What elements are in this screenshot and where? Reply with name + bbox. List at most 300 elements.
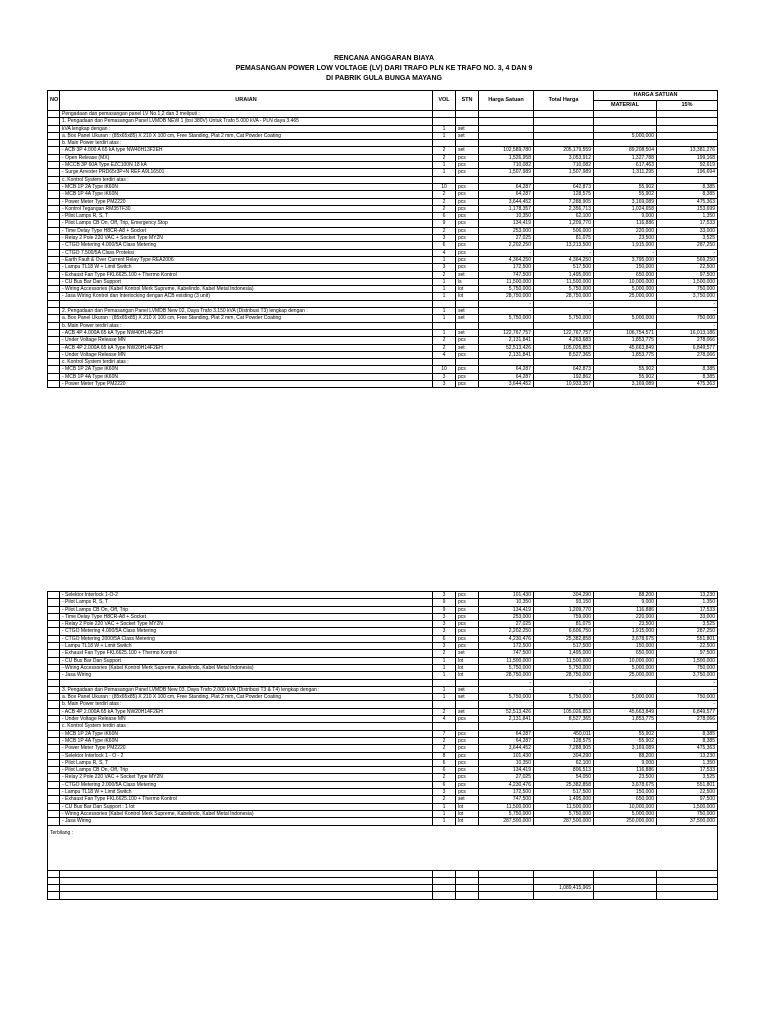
cell-no: [48, 315, 60, 322]
cell-pct: 278,066: [657, 351, 718, 358]
cell-material: 116,886: [594, 606, 657, 613]
terbilang-row: [48, 825, 718, 870]
cell-pct: 287,250: [657, 628, 718, 635]
cell-harga-satuan: -: [479, 679, 534, 686]
cell-pct: 22,500: [657, 789, 718, 796]
cell-harga-satuan: 11,500,000: [479, 278, 534, 285]
cell-harga-satuan: 134,419: [479, 767, 534, 774]
cell-total-harga: 710,082: [534, 162, 594, 169]
cell-stn: pcs: [456, 373, 479, 380]
cell-total-harga: [534, 118, 594, 125]
cell-harga-satuan: 172,500: [479, 643, 534, 650]
cell-vol: 9: [433, 606, 456, 613]
cell-stn: lot: [456, 803, 479, 810]
cell-no: [48, 213, 60, 220]
cell-uraian: - ACB 4P 2.000A 65 kA Type NW20H14F2EH: [60, 708, 433, 715]
cell-no: [48, 686, 60, 693]
table-row: [48, 818, 718, 825]
cell-no: [48, 337, 60, 344]
cell-pct: -: [657, 701, 718, 708]
cell-total-harga: 1,495,000: [534, 796, 594, 803]
cell-uraian: - Jasa Wiring: [60, 672, 433, 679]
cell-pct: [657, 132, 718, 139]
cell-no: [48, 227, 60, 234]
cell-vol: 10: [433, 366, 456, 373]
cell-pct: -: [657, 249, 718, 256]
cell-material: [594, 118, 657, 125]
cell-total-harga: 2,356,713: [534, 205, 594, 212]
cell-vol: 2: [433, 154, 456, 161]
cell-uraian: - Exhaust Fan Type FKL6625.100 + Thermo Kontrol: [60, 271, 433, 278]
cell-vol: 8: [433, 752, 456, 759]
cell-pct: 13,230: [657, 752, 718, 759]
cell-no: [48, 176, 60, 183]
cell-pct: 97,500: [657, 796, 718, 803]
cell-no: [48, 628, 60, 635]
cell-vol: 3: [433, 592, 456, 599]
cell-stn: set: [456, 147, 479, 154]
cell-vol: 2: [433, 227, 456, 234]
cell-vol: 6: [433, 242, 456, 249]
cell-uraian: - Exhaust Fan Type FKL6625.100 + Thermo Kontrol: [60, 796, 433, 803]
cell-uraian: - Lampu TL18 W + Limit Switch: [60, 264, 433, 271]
cell-total-harga: 304,290: [534, 592, 594, 599]
table-row: [48, 599, 718, 606]
cell-vol: 1: [433, 818, 456, 825]
table-row: [48, 235, 718, 242]
table-row: [48, 191, 718, 198]
cell-stn: lot: [456, 657, 479, 664]
cell-stn: pcs: [456, 628, 479, 635]
cell-material: 650,000: [594, 650, 657, 657]
cell-harga-satuan: 5,750,000: [479, 315, 534, 322]
cell-no: [48, 300, 60, 307]
cell-pct: 569,250: [657, 256, 718, 263]
cell-uraian: - MCB 1P 4A Type iK60N: [60, 191, 433, 198]
table-row: [48, 351, 718, 358]
cell-stn: pcs: [456, 592, 479, 599]
cell-material: [594, 111, 657, 118]
title-line-2: PEMASANGAN POWER LOW VOLTAGE (LV) DARI TRAFO PLN KE TRAFO NO. 3, 4 DAN 9: [235, 65, 533, 72]
cell-pct: [657, 111, 718, 118]
cell-uraian: - MCB 1P 2A Type iK60N: [60, 730, 433, 737]
cell-pct: 13,230: [657, 592, 718, 599]
cell-vol: 1: [433, 286, 456, 293]
cell-material: 10,000,000: [594, 278, 657, 285]
cell-stn: set: [456, 271, 479, 278]
cell-stn: set: [456, 344, 479, 351]
cell-harga-satuan: 747,500: [479, 796, 534, 803]
cell-pct: 8,385: [657, 730, 718, 737]
cell-uraian: - Time Delay Type H8CR-A8 + Socket: [60, 227, 433, 234]
cell-stn: pcs: [456, 191, 479, 198]
cell-harga-satuan: [479, 176, 534, 183]
cell-material: 45,663,849: [594, 344, 657, 351]
cell-no: [48, 745, 60, 752]
cell-stn: set: [456, 686, 479, 693]
cell-total-harga: 205,179,559: [534, 147, 594, 154]
cell-uraian: Pengadaan dan pemasangan panel LV No.1,2 dan 3 meliputi :: [60, 111, 433, 118]
table-row: [48, 767, 718, 774]
cell-harga-satuan: 27,025: [479, 774, 534, 781]
cell-harga-satuan: 64,287: [479, 737, 534, 744]
cell-pct: 287,250: [657, 242, 718, 249]
cell-no: [48, 380, 60, 387]
cell-no: [48, 329, 60, 336]
blank-row: [48, 892, 718, 899]
cell-uraian: - CU Bus Bar Dan Support: [60, 657, 433, 664]
table-row: [48, 359, 718, 366]
cell-no: [48, 599, 60, 606]
table-row: [48, 657, 718, 664]
cell-total-harga: 506,000: [534, 227, 594, 234]
cell-stn: pcs: [456, 635, 479, 642]
cell-total-harga: 4,364,250: [534, 256, 594, 263]
cell-stn: pcs: [456, 337, 479, 344]
cell-uraian: 1. Pengadaan dan Pemasangan Panel LVMDB NEW 1 (bsi 380V) Untuk Trafo 5.000 kVA - PLN daya 3.465: [60, 118, 433, 125]
cell-material: [594, 125, 657, 132]
cell-uraian: - Pilot Lamps R, S, T: [60, 599, 433, 606]
cell-pct: 13,381,276: [657, 147, 718, 154]
table-row: [48, 220, 718, 227]
cell-harga-satuan: 172,500: [479, 264, 534, 271]
cell-harga-satuan: 122,767,757: [479, 329, 534, 336]
cell-no: [48, 759, 60, 766]
cell-uraian: - Kontrol Tegangan RM35TF30: [60, 205, 433, 212]
cell-uraian: - Pilot Lamps CB On, Off, Trip, Emergency Stop: [60, 220, 433, 227]
cell-pct: 1,350: [657, 759, 718, 766]
cell-vol: 1: [433, 694, 456, 701]
cell-harga-satuan: 4,364,250: [479, 256, 534, 263]
cell-stn: [456, 118, 479, 125]
table-row: [48, 286, 718, 293]
table-row: [48, 344, 718, 351]
cell-material: 89,208,504: [594, 147, 657, 154]
cell-stn: lot: [456, 672, 479, 679]
cell-uraian: - CTGO 7.500/5A Class Proteksi: [60, 249, 433, 256]
cell-uraian: - CTGO Metering 4.000/5A Class Metering: [60, 242, 433, 249]
cell-harga-satuan: [479, 140, 534, 147]
cell-material: 3,169,089: [594, 745, 657, 752]
cell-vol: 1: [433, 329, 456, 336]
cell-uraian: - CTGO Metering 2000/5A Class Metering: [60, 635, 433, 642]
cell-no: [48, 781, 60, 788]
table-row: [48, 774, 718, 781]
cell-stn: pcs: [456, 162, 479, 169]
cell-total-harga: 4,263,683: [534, 337, 594, 344]
cell-vol: 6: [433, 635, 456, 642]
cell-material: [594, 322, 657, 329]
table-row: [48, 701, 718, 708]
cell-total-harga: 5,750,000: [534, 286, 594, 293]
cell-harga-satuan: 253,000: [479, 227, 534, 234]
cell-total-harga: 1,209,770: [534, 220, 594, 227]
budget-table-page-2: [47, 591, 718, 900]
cell-vol: 2: [433, 205, 456, 212]
cell-harga-satuan: 172,500: [479, 789, 534, 796]
cell-material: 1,853,775: [594, 716, 657, 723]
cell-pct: [657, 140, 718, 147]
cell-pct: -: [657, 300, 718, 307]
cell-harga-satuan: 10,350: [479, 213, 534, 220]
cell-uraian: - Jasa Wiring Kontrol dan Interlocking dengan ACB existing (3 unit): [60, 293, 433, 300]
header-harga-satuan-group: HARGA SATUAN: [594, 91, 718, 101]
table-row: [48, 803, 718, 810]
cell-uraian: c. Kontrol System terdiri atas :: [60, 359, 433, 366]
cell-vol: [433, 176, 456, 183]
cell-uraian: - ACB 4P 2.000A 65 kA Type NW20H14F2EH: [60, 344, 433, 351]
cell-uraian: - CU Bus Bar Dan Support : 1 lot: [60, 803, 433, 810]
cell-uraian: c. Kontrol System terdiri atas :: [60, 176, 433, 183]
table-row: [48, 205, 718, 212]
table-row: [48, 249, 718, 256]
cell-uraian: - Open Release (MX): [60, 154, 433, 161]
cell-no: [48, 154, 60, 161]
cell-material: 23,500: [594, 621, 657, 628]
table-row: [48, 650, 718, 657]
cell-no: [48, 191, 60, 198]
cell-harga-satuan: 4,230,476: [479, 781, 534, 788]
cell-pct: 278,066: [657, 716, 718, 723]
cell-no: [48, 147, 60, 154]
cell-vol: 2: [433, 650, 456, 657]
cell-uraian: - Surge Arrester PRD65r3P+N REF A9L16501: [60, 169, 433, 176]
cell-uraian: - Lampu TL18 W + Limit Switch: [60, 789, 433, 796]
cell-total-harga: 10,933,357: [534, 380, 594, 387]
cell-vol: 3: [433, 264, 456, 271]
table-row: [48, 337, 718, 344]
cell-vol: 6: [433, 759, 456, 766]
document-title-block: [0, 54, 768, 84]
cell-total-harga: -: [534, 679, 594, 686]
cell-vol: 6: [433, 781, 456, 788]
table-row: [48, 708, 718, 715]
cell-uraian: [60, 300, 433, 307]
cell-material: 5,000,000: [594, 810, 657, 817]
cell-material: 220,000: [594, 613, 657, 620]
cell-stn: pcs: [456, 227, 479, 234]
cell-stn: pcs: [456, 730, 479, 737]
cell-vol: 1: [433, 256, 456, 263]
cell-total-harga: 25,382,858: [534, 635, 594, 642]
table-row: [48, 716, 718, 723]
cell-harga-satuan: 287,500,000: [479, 818, 534, 825]
table-row: [48, 118, 718, 125]
cell-no: [48, 621, 60, 628]
cell-harga-satuan: 64,287: [479, 366, 534, 373]
cell-total-harga: 28,750,000: [534, 293, 594, 300]
cell-material: [594, 140, 657, 147]
table-row: [48, 315, 718, 322]
cell-total-harga: 1,507,989: [534, 169, 594, 176]
cell-vol: 2: [433, 198, 456, 205]
cell-stn: [456, 322, 479, 329]
cell-uraian: b. Main Power terdiri atas :: [60, 140, 433, 147]
cell-no: [48, 308, 60, 315]
cell-no: [48, 162, 60, 169]
cell-total-harga: 5,750,000: [534, 810, 594, 817]
cell-stn: lot: [456, 286, 479, 293]
table-row: [48, 723, 718, 730]
cell-uraian: - Power Meter Type PM2220: [60, 380, 433, 387]
cell-stn: pcs: [456, 599, 479, 606]
cell-vol: [433, 111, 456, 118]
cell-total-harga: 192,862: [534, 373, 594, 380]
cell-vol: 10: [433, 183, 456, 190]
table-row: [48, 796, 718, 803]
cell-no: [48, 716, 60, 723]
cell-vol: 6: [433, 213, 456, 220]
cell-pct: 3,525: [657, 774, 718, 781]
table-row: [48, 278, 718, 285]
table-row: [48, 213, 718, 220]
cell-material: 55,902: [594, 737, 657, 744]
cell-stn: [456, 679, 479, 686]
table-row: [48, 293, 718, 300]
cell-harga-satuan: 3,644,452: [479, 198, 534, 205]
cell-pct: 3,750,000: [657, 672, 718, 679]
cell-total-harga: [534, 111, 594, 118]
cell-pct: 199,168: [657, 154, 718, 161]
cell-total-harga: [534, 125, 594, 132]
table-row: [48, 621, 718, 628]
table-row: [48, 162, 718, 169]
cell-harga-satuan: [479, 111, 534, 118]
cell-no: [48, 723, 60, 730]
cell-material: 55,902: [594, 191, 657, 198]
cell-total-harga: 3,053,912: [534, 154, 594, 161]
cell-harga-satuan: 1,507,989: [479, 169, 534, 176]
cell-uraian: - Earth Fault & Over Current Relay Type REA2006: [60, 256, 433, 263]
cell-vol: 2: [433, 271, 456, 278]
cell-total-harga: 93,150: [534, 599, 594, 606]
table-row: [48, 111, 718, 118]
cell-vol: 3: [433, 628, 456, 635]
cell-vol: 1: [433, 278, 456, 285]
cell-harga-satuan: [479, 132, 534, 139]
cell-vol: 3: [433, 235, 456, 242]
cell-pct: 17,533: [657, 767, 718, 774]
table-row: [48, 256, 718, 263]
cell-uraian: a. Box Panel Ukuran : (85x65x85) X 210 X 100 cm, Free Standing, Plat 2 mm, Cat Powder Coating: [60, 694, 433, 701]
cell-uraian: 3. Pengadaan dan Pemasangan Panel LVMDB New 03, Daya Trafo 2.000 kVA (Distribusi T3 & T4) lengkap dengan :: [60, 686, 433, 693]
cell-pct: 8,385: [657, 737, 718, 744]
cell-uraian: - Power Meter Type PM2220: [60, 745, 433, 752]
cell-stn: set: [456, 125, 479, 132]
cell-material: [594, 686, 657, 693]
cell-total-harga: 62,100: [534, 213, 594, 220]
cell-total-harga: [534, 359, 594, 366]
cell-stn: pcs: [456, 613, 479, 620]
cell-no: [48, 264, 60, 271]
cell-material: [594, 176, 657, 183]
cell-material: 1,915,000: [594, 242, 657, 249]
cell-harga-satuan: 747,500: [479, 271, 534, 278]
cell-pct: 750,000: [657, 694, 718, 701]
cell-stn: lot: [456, 810, 479, 817]
cell-material: 150,000: [594, 643, 657, 650]
cell-vol: 4: [433, 716, 456, 723]
cell-harga-satuan: 64,287: [479, 373, 534, 380]
cell-vol: 4: [433, 249, 456, 256]
cell-stn: pcs: [456, 154, 479, 161]
cell-uraian: b. Main Power terdiri atas :: [60, 701, 433, 708]
table-row: [48, 154, 718, 161]
terbilang-label: Terbilang :: [48, 825, 718, 870]
cell-stn: pcs: [456, 256, 479, 263]
cell-harga-satuan: 2,131,841: [479, 716, 534, 723]
cell-material: 25,000,000: [594, 672, 657, 679]
cell-material: 45,663,849: [594, 708, 657, 715]
cell-uraian: - ACB 3P 4.000 A 65 kA type NW40H13F2EH: [60, 147, 433, 154]
cell-pct: 3,525: [657, 235, 718, 242]
cell-stn: pcs: [456, 198, 479, 205]
cell-total-harga: 759,000: [534, 613, 594, 620]
cell-harga-satuan: 52,513,426: [479, 344, 534, 351]
cell-no: [48, 256, 60, 263]
cell-vol: 2: [433, 796, 456, 803]
cell-no: [48, 701, 60, 708]
cell-no: [48, 286, 60, 293]
table-row: [48, 169, 718, 176]
cell-vol: 2: [433, 774, 456, 781]
cell-pct: [657, 723, 718, 730]
cell-uraian: - Lampu TL18 W + Limit Switch: [60, 643, 433, 650]
table-row: [48, 329, 718, 336]
cell-vol: [433, 723, 456, 730]
cell-material: 106,754,571: [594, 329, 657, 336]
cell-pct: 97,500: [657, 271, 718, 278]
cell-vol: 4: [433, 351, 456, 358]
cell-harga-satuan: 28,750,000: [479, 672, 534, 679]
cell-material: 5,000,000: [594, 132, 657, 139]
cell-pct: 1,500,000: [657, 657, 718, 664]
cell-material: 55,902: [594, 366, 657, 373]
cell-stn: [456, 359, 479, 366]
cell-material: -: [594, 249, 657, 256]
cell-stn: set: [456, 708, 479, 715]
cell-no: [48, 810, 60, 817]
cell-no: [48, 140, 60, 147]
cell-material: 9,000: [594, 599, 657, 606]
cell-uraian: b. Main Power terdiri atas :: [60, 322, 433, 329]
cell-pct: 6,849,577: [657, 708, 718, 715]
cell-vol: [433, 300, 456, 307]
table-row: [48, 308, 718, 315]
cell-total-harga: 81,075: [534, 235, 594, 242]
cell-total-harga: 642,873: [534, 183, 594, 190]
cell-material: 617,463: [594, 162, 657, 169]
cell-total-harga: -: [534, 686, 594, 693]
cell-pct: 1,350: [657, 599, 718, 606]
cell-no: [48, 293, 60, 300]
cell-material: 9,000: [594, 213, 657, 220]
cell-total-harga: 5,750,000: [534, 664, 594, 671]
cell-pct: 1,500,000: [657, 803, 718, 810]
cell-total-harga: [534, 322, 594, 329]
cell-no: [48, 249, 60, 256]
cell-material: 25,000,000: [594, 293, 657, 300]
cell-total-harga: 122,767,757: [534, 329, 594, 336]
cell-stn: pcs: [456, 621, 479, 628]
cell-pct: 8,385: [657, 183, 718, 190]
table-row: [48, 592, 718, 599]
cell-uraian: - Under Voltage Release MN: [60, 337, 433, 344]
cell-no: [48, 635, 60, 642]
cell-harga-satuan: 2,131,841: [479, 337, 534, 344]
cell-total-harga: 1,495,000: [534, 271, 594, 278]
cell-harga-satuan: 10,350: [479, 599, 534, 606]
